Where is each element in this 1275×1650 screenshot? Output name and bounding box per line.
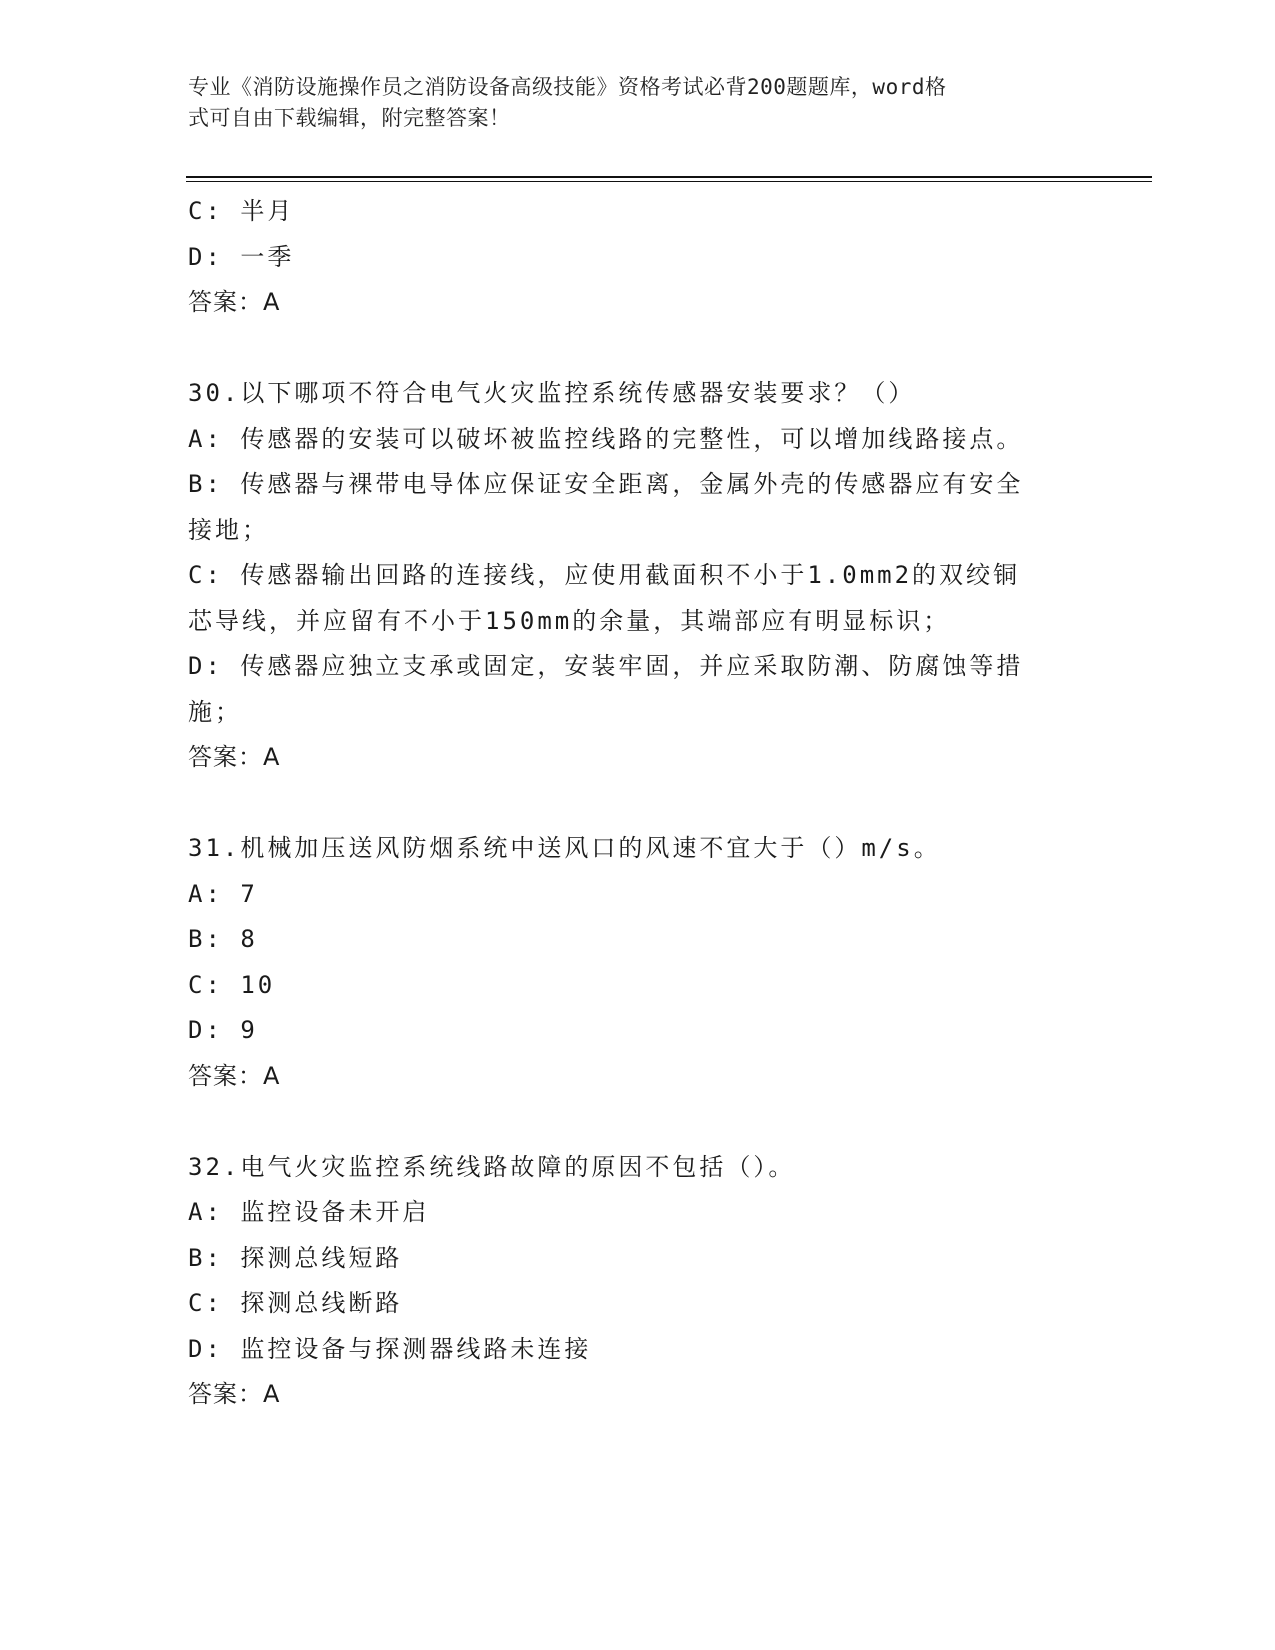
option-label: A: (188, 1198, 223, 1226)
document-header (188, 72, 1068, 134)
option-label: A: (188, 879, 223, 908)
option-label: B: (188, 925, 223, 953)
answer-line: 答案：A (188, 1380, 281, 1408)
option-text: 传感器输出回路的连接线，应使用截面积不小于1.0mm2的双绞铜 (240, 561, 1021, 589)
option-text: 7 (240, 879, 258, 908)
option-text: 9 (240, 1016, 258, 1044)
option-text: 传感器与裸带电导体应保证安全距离，金属外壳的传感器应有安全 (240, 470, 1024, 498)
option-d (188, 235, 1088, 281)
option-text: 半月 (240, 197, 295, 225)
option-text: 一季 (240, 242, 295, 271)
option-d-continued: 施； (188, 697, 242, 726)
option-label: B: (188, 1243, 223, 1272)
option-text: 监控设备未开启 (240, 1198, 430, 1226)
question-stem: 30.以下哪项不符合电气火灾监控系统传感器安装要求？（） (188, 379, 916, 407)
option-label: B: (188, 470, 223, 498)
option-c (188, 553, 1088, 599)
option-d (188, 1008, 1088, 1054)
option-d (188, 644, 1088, 690)
question-30 (188, 371, 1088, 781)
option-text: 8 (240, 925, 258, 953)
question-32 (188, 1145, 1088, 1418)
option-label: D: (188, 242, 223, 271)
option-text: 监控设备与探测器线路未连接 (240, 1334, 592, 1363)
spacer (188, 1099, 1088, 1145)
question-list (188, 189, 1088, 1418)
option-label: C: (188, 1289, 223, 1317)
option-a (188, 872, 1088, 918)
option-text: 传感器应独立支承或固定，安装牢固，并应采取防潮、防腐蚀等措 (240, 652, 1024, 680)
question-stem: 32.电气火灾监控系统线路故障的原因不包括（）。 (188, 1152, 796, 1181)
option-label: C: (188, 970, 223, 999)
answer-line: 答案：A (188, 743, 281, 771)
option-text: 探测总线短路 (240, 1243, 403, 1272)
header-divider-thick (186, 176, 1152, 178)
option-b-continued: 接地； (188, 515, 269, 544)
option-c (188, 1281, 1088, 1327)
option-label: D: (188, 1334, 223, 1363)
header-line-1: 专业《消防设施操作员之消防设备高级技能》资格考试必背200题题库，word格 (188, 75, 947, 99)
question-31 (188, 826, 1088, 1099)
option-c-continued: 芯导线，并应留有不小于150mm的余量，其端部应有明显标识； (188, 606, 951, 635)
option-a (188, 417, 1088, 463)
spacer (188, 781, 1088, 827)
option-label: D: (188, 652, 223, 680)
header-line-2: 式可自由下载编辑，附完整答案！ (188, 106, 511, 130)
previous-question-tail (188, 189, 1088, 326)
spacer (188, 326, 1088, 372)
option-c (188, 963, 1088, 1009)
option-text: 传感器的安装可以破坏被监控线路的完整性，可以增加线路接点。 (240, 424, 1024, 453)
option-label: C: (188, 197, 223, 225)
option-b (188, 917, 1088, 963)
header-divider-thin (186, 181, 1152, 182)
option-label: A: (188, 424, 223, 453)
option-text: 探测总线断路 (240, 1289, 403, 1317)
option-a (188, 1190, 1088, 1236)
option-d (188, 1327, 1088, 1373)
option-label: D: (188, 1016, 223, 1044)
option-c (188, 189, 1088, 235)
option-b (188, 1236, 1088, 1282)
option-b (188, 462, 1088, 508)
option-text: 10 (240, 970, 276, 999)
answer-line: 答案：A (188, 1061, 281, 1090)
answer-line: 答案：A (188, 288, 281, 316)
option-label: C: (188, 561, 223, 589)
question-stem: 31.机械加压送风防烟系统中送风口的风速不宜大于（）m/s。 (188, 834, 941, 862)
